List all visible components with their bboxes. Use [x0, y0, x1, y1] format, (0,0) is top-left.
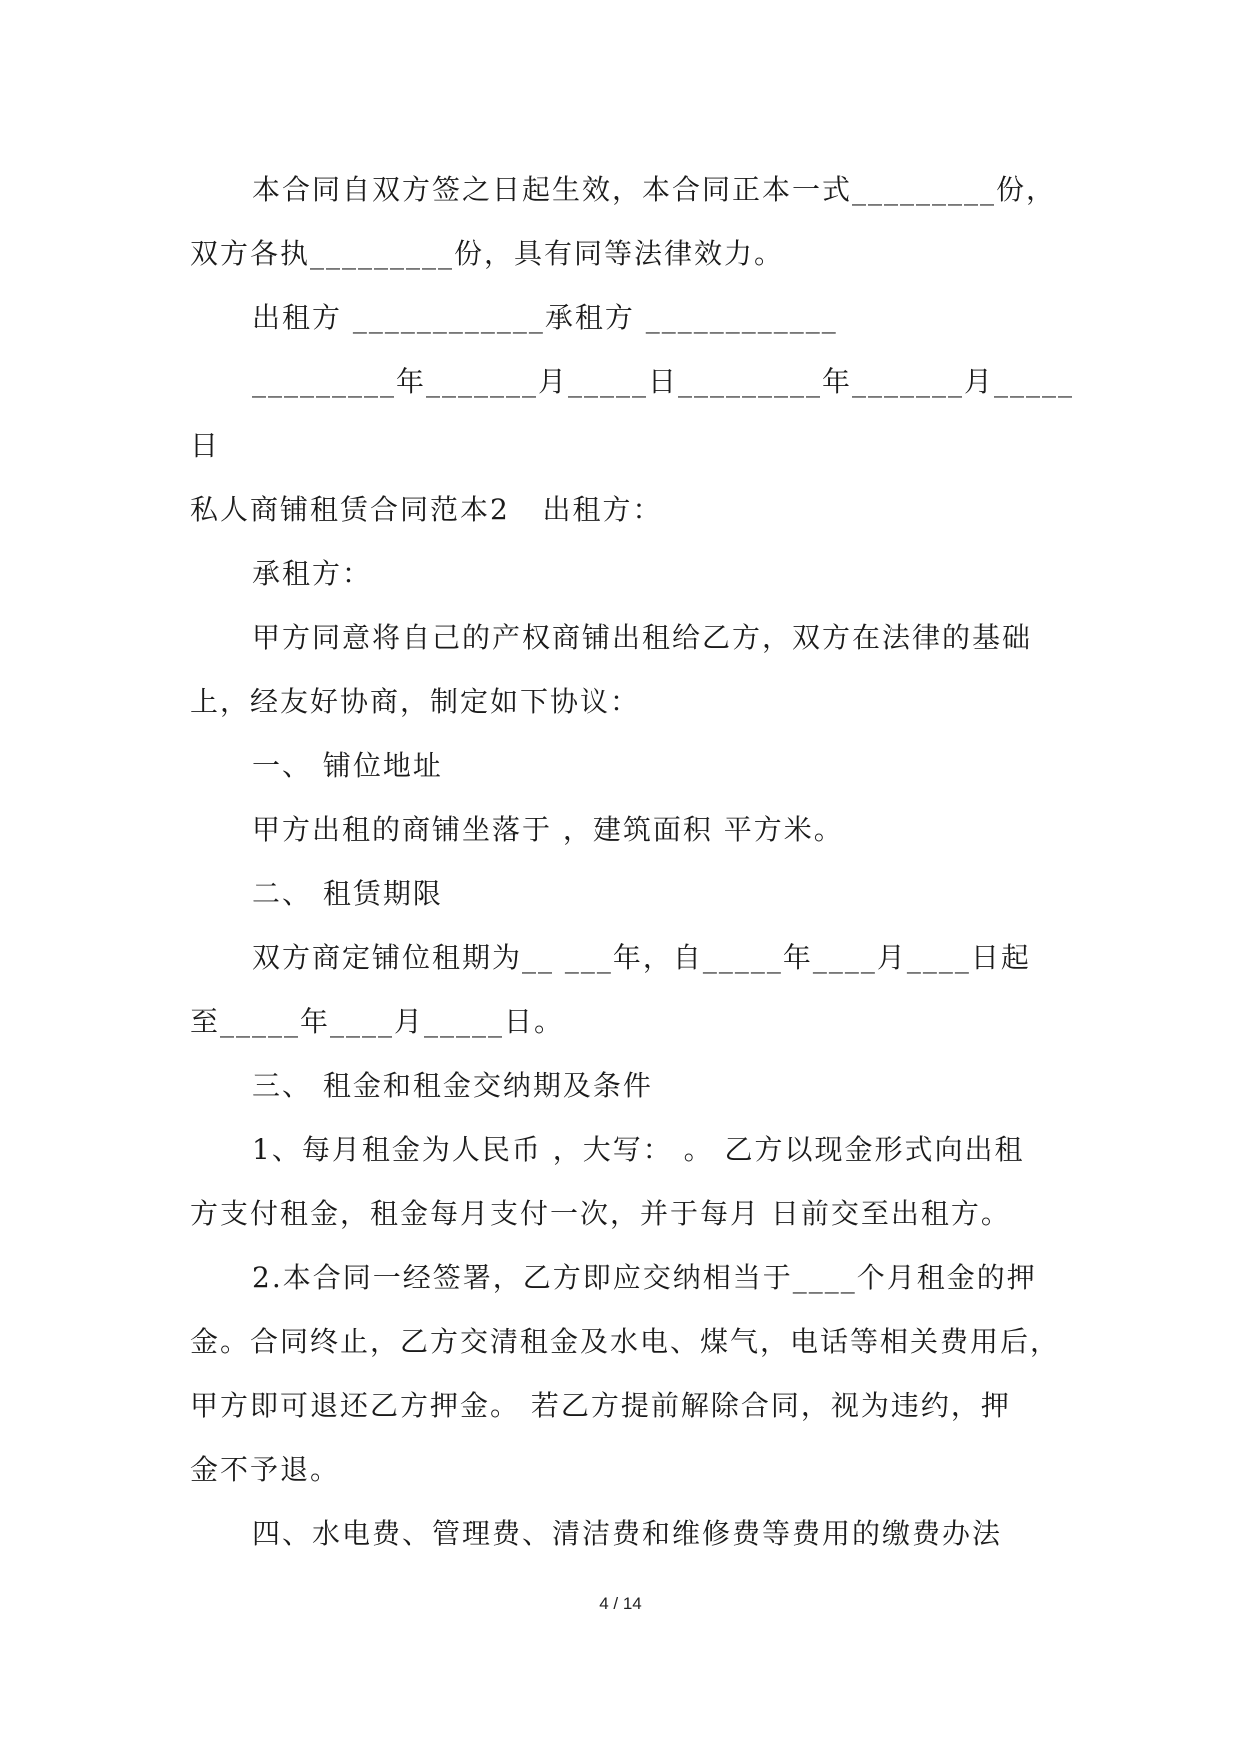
signature-line: 出租方 ____________承租方 ____________ [252, 301, 838, 334]
paragraph-line: 双方各执_________份，具有同等法律效力。 [190, 237, 785, 270]
paragraph-line: 双方商定铺位租期为__ ___年，自_____年____月____日起 [252, 941, 1031, 974]
clause-heading: 四、水电费、管理费、清洁费和维修费等费用的缴费办法 [252, 1517, 1003, 1550]
clause-heading: 二、 租赁期限 [252, 877, 443, 910]
date-line: _________年_______月_____日_________年_______月_____ [252, 365, 1075, 398]
paragraph-line: 金。合同终止，乙方交清租金及水电、煤气，电话等相关费用后， [190, 1325, 1061, 1358]
paragraph-line: 上，经友好协商，制定如下协议： [190, 685, 641, 718]
date-line: 日 [190, 429, 221, 462]
paragraph-line: 2.本合同一经签署，乙方即应交纳相当于____个月租金的押 [252, 1261, 1037, 1294]
paragraph-line: 至_____年____月_____日。 [190, 1005, 565, 1038]
paragraph-line: 甲方同意将自己的产权商铺出租给乙方，双方在法律的基础 [252, 621, 1033, 654]
paragraph-line: 甲方即可退还乙方押金。 若乙方提前解除合同，视为违约，押 [190, 1389, 1011, 1422]
paragraph-line: 1、每月租金为人民币 ，大写： 。 乙方以现金形式向出租 [252, 1133, 1025, 1166]
clause-heading: 一、 铺位地址 [252, 749, 443, 782]
paragraph-line: 甲方出租的商铺坐落于 ，建筑面积 平方米。 [252, 813, 844, 846]
document-body [190, 158, 1075, 1566]
page-number: 4 / 14 [599, 1594, 642, 1613]
paragraph-line: 本合同自双方签之日起生效，本合同正本一式_________份， [252, 173, 1057, 206]
paragraph-line: 方支付租金，租金每月支付一次，并于每月 日前交至出租方。 [190, 1197, 1011, 1230]
paragraph-line: 金不予退。 [190, 1453, 341, 1486]
clause-heading: 三、 租金和租金交纳期及条件 [252, 1069, 653, 1102]
paragraph-line: 承租方： [252, 557, 373, 590]
section-title: 私人商铺租赁合同范本2 出租方： [190, 493, 663, 526]
